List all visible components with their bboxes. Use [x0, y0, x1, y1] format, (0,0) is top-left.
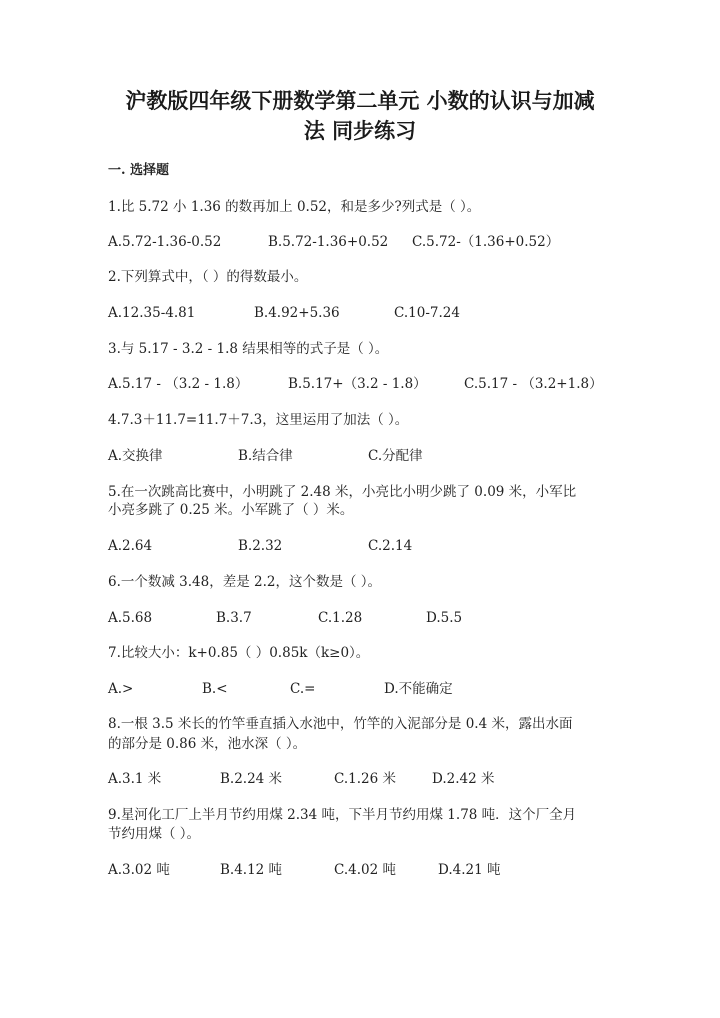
question-7-text: 7.比较大小：k+0.85（ ）0.85k（k≥0）。 [108, 645, 370, 661]
question-9-text-line-1: 9.星河化工厂上半月节约用煤 2.34 吨，下半月节约用煤 1.78 吨．这个厂全月 [108, 807, 577, 823]
question-5-text-line-2: 小亮多跳了 0.25 米。小军跳了（ ）米。 [108, 502, 354, 518]
page-title [80, 86, 640, 146]
question-2-option-c: C.10-7.24 [394, 305, 460, 321]
question-3-option-a: A.5.17 - （3.2 - 1.8） [108, 376, 249, 392]
question-5-option-a: A.2.64 [108, 538, 153, 554]
question-2-text: 2.下列算式中，（ ）的得数最小。 [108, 269, 308, 285]
question-4-text: 4.7.3＋11.7=11.7＋7.3，这里运用了加法（ ）。 [108, 412, 409, 428]
question-1-option-c: C.5.72-（1.36+0.52） [412, 234, 560, 250]
title-line-1: 沪教版四年级下册数学第二单元 小数的认识与加减 [125, 88, 595, 113]
question-1-option-a: A.5.72-1.36-0.52 [108, 234, 222, 250]
question-3-option-b: B.5.17+（3.2 - 1.8） [288, 376, 427, 392]
question-8-text-line-1: 8.一根 3.5 米长的竹竿垂直插入水池中，竹竿的入泥部分是 0.4 米，露出水面 [108, 716, 573, 732]
question-8-text-line-2: 的部分是 0.86 米，池水深（ ）。 [108, 736, 307, 752]
question-7-option-d: D.不能确定 [384, 681, 453, 697]
question-7-option-a: A.> [108, 681, 134, 697]
title-line-2: 法 同步练习 [303, 118, 417, 143]
question-5-text-line-1: 5.在一次跳高比赛中，小明跳了 2.48 米，小亮比小明少跳了 0.09 米，小军比 [108, 484, 577, 500]
section-heading: 一. 选择题 [108, 163, 170, 178]
question-4-option-c: C.分配律 [368, 448, 423, 464]
question-2-option-b: B.4.92+5.36 [254, 305, 340, 321]
question-3-option-c: C.5.17 - （3.2+1.8） [464, 376, 603, 392]
question-9-option-c: C.4.02 吨 [334, 862, 396, 878]
question-6-text: 6.一个数减 3.48，差是 2.2，这个数是（ ）。 [108, 574, 382, 590]
question-5-option-c: C.2.14 [368, 538, 413, 554]
question-8-option-b: B.2.24 米 [220, 771, 283, 787]
question-6-option-d: D.5.5 [426, 610, 463, 626]
question-8-option-d: D.2.42 米 [432, 771, 495, 787]
question-7-option-b: B.< [202, 681, 228, 697]
question-1-option-b: B.5.72-1.36+0.52 [268, 234, 389, 250]
question-5-option-b: B.2.32 [238, 538, 283, 554]
question-6-option-b: B.3.7 [216, 610, 252, 626]
question-3-text: 3.与 5.17 - 3.2 - 1.8 结果相等的式子是（ ）。 [108, 341, 389, 357]
question-8-option-c: C.1.26 米 [334, 771, 396, 787]
question-9-option-a: A.3.02 吨 [108, 862, 170, 878]
question-9-option-d: D.4.21 吨 [438, 862, 501, 878]
question-7-option-c: C.= [290, 681, 316, 697]
question-1-text: 1.比 5.72 小 1.36 的数再加上 0.52，和是多少?列式是（ ）。 [108, 199, 481, 215]
question-6-option-a: A.5.68 [108, 610, 153, 626]
question-4-option-a: A.交换律 [108, 448, 163, 464]
question-9-option-b: B.4.12 吨 [220, 862, 283, 878]
question-9-text-line-2: 节约用煤（ ）。 [108, 826, 201, 842]
question-8-option-a: A.3.1 米 [108, 771, 162, 787]
question-6-option-c: C.1.28 [318, 610, 363, 626]
question-4-option-b: B.结合律 [238, 448, 293, 464]
question-2-option-a: A.12.35-4.81 [108, 305, 196, 321]
